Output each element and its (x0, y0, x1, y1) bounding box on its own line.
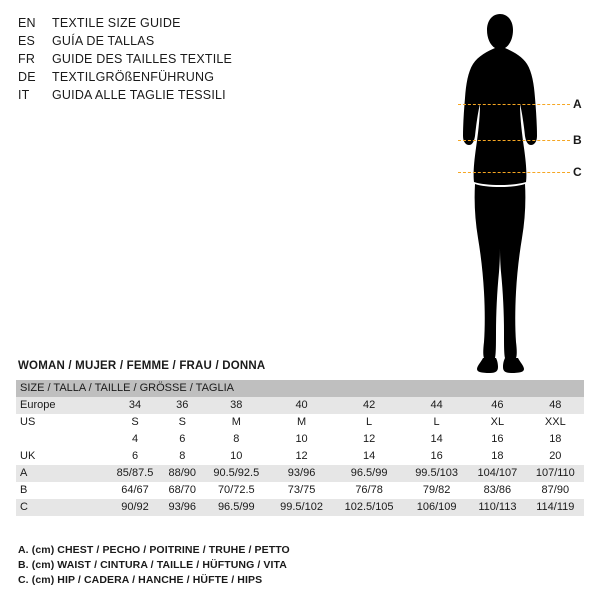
language-text: TEXTILGRÖßENFÜHRUNG (52, 70, 215, 84)
table-row (16, 431, 584, 448)
cell: 106/109 (405, 499, 468, 516)
language-code: FR (18, 52, 36, 66)
cell: 76/78 (333, 482, 405, 499)
table-row (16, 414, 584, 431)
row-label (16, 431, 108, 448)
section-title: WOMAN / MUJER / FEMME / FRAU / DONNA (18, 360, 266, 372)
cell: 46 (468, 397, 527, 414)
cell: 90.5/92.5 (203, 465, 271, 482)
cell: 16 (405, 448, 468, 465)
language-code: EN (18, 16, 36, 30)
size-table (16, 380, 584, 516)
cell: 73/75 (270, 482, 333, 499)
note-hip: C. (cm) HIP / CADERA / HANCHE / HÜFTE / HIPS (18, 574, 263, 586)
cell: 93/96 (162, 499, 203, 516)
cell: 18 (527, 431, 584, 448)
cell: L (333, 414, 405, 431)
language-row (18, 34, 318, 52)
cell: 16 (468, 431, 527, 448)
table-row (16, 499, 584, 516)
note-chest: A. (cm) CHEST / PECHO / POITRINE / TRUHE / PETTO (18, 544, 290, 556)
table-header-cell: SIZE / TALLA / TAILLE / GRÖSSE / TAGLIA (16, 380, 584, 397)
language-code: DE (18, 70, 36, 84)
cell: 14 (405, 431, 468, 448)
cell: 96.5/99 (203, 499, 271, 516)
cell: 6 (108, 448, 162, 465)
measure-label-c: C (573, 165, 582, 179)
row-label: US (16, 414, 108, 431)
measure-line-waist (458, 140, 570, 141)
cell: 110/113 (468, 499, 527, 516)
row-label: C (16, 499, 108, 516)
note-waist: B. (cm) WAIST / CINTURA / TAILLE / HÜFTUNG / VITA (18, 559, 287, 571)
cell: 88/90 (162, 465, 203, 482)
measure-label-b: B (573, 133, 582, 147)
cell: 14 (333, 448, 405, 465)
cell: 8 (162, 448, 203, 465)
language-text: GUÍA DE TALLAS (52, 34, 155, 48)
cell: 99.5/102 (270, 499, 333, 516)
cell: L (405, 414, 468, 431)
row-label: B (16, 482, 108, 499)
cell: 87/90 (527, 482, 584, 499)
cell: 12 (270, 448, 333, 465)
cell: 42 (333, 397, 405, 414)
cell: 48 (527, 397, 584, 414)
cell: 12 (333, 431, 405, 448)
cell: 64/67 (108, 482, 162, 499)
cell: 104/107 (468, 465, 527, 482)
cell: 6 (162, 431, 203, 448)
row-label: Europe (16, 397, 108, 414)
cell: 18 (468, 448, 527, 465)
cell: 70/72.5 (203, 482, 271, 499)
body-figure (410, 6, 590, 376)
cell: 10 (270, 431, 333, 448)
table-header-row (16, 380, 584, 397)
row-label: UK (16, 448, 108, 465)
table-row (16, 465, 584, 482)
cell: 10 (203, 448, 271, 465)
cell: 90/92 (108, 499, 162, 516)
cell: M (270, 414, 333, 431)
cell: 99.5/103 (405, 465, 468, 482)
female-silhouette-icon (440, 6, 560, 376)
cell: 36 (162, 397, 203, 414)
table-row (16, 482, 584, 499)
cell: 40 (270, 397, 333, 414)
cell: XL (468, 414, 527, 431)
language-text: GUIDE DES TAILLES TEXTILE (52, 52, 233, 66)
cell: 114/119 (527, 499, 584, 516)
language-code: IT (18, 88, 30, 102)
measure-line-hip (458, 172, 570, 173)
cell: 8 (203, 431, 271, 448)
cell: 44 (405, 397, 468, 414)
cell: 34 (108, 397, 162, 414)
cell: 102.5/105 (333, 499, 405, 516)
language-code: ES (18, 34, 36, 48)
cell: M (203, 414, 271, 431)
cell: 96.5/99 (333, 465, 405, 482)
cell: 20 (527, 448, 584, 465)
cell: 83/86 (468, 482, 527, 499)
cell: 68/70 (162, 482, 203, 499)
language-list (18, 16, 318, 106)
cell: 79/82 (405, 482, 468, 499)
cell: 4 (108, 431, 162, 448)
cell: S (108, 414, 162, 431)
cell: S (162, 414, 203, 431)
size-table-wrap (16, 380, 584, 516)
table-row (16, 397, 584, 414)
measure-label-a: A (573, 97, 582, 111)
language-text: GUIDA ALLE TAGLIE TESSILI (52, 88, 226, 102)
language-row (18, 70, 318, 88)
cell: 85/87.5 (108, 465, 162, 482)
row-label: A (16, 465, 108, 482)
measurement-notes (18, 543, 290, 588)
language-row (18, 16, 318, 34)
cell: XXL (527, 414, 584, 431)
language-row (18, 52, 318, 70)
cell: 107/110 (527, 465, 584, 482)
cell: 93/96 (270, 465, 333, 482)
cell: 38 (203, 397, 271, 414)
language-text: TEXTILE SIZE GUIDE (52, 16, 181, 30)
table-row (16, 448, 584, 465)
language-row (18, 88, 318, 106)
measure-line-chest (458, 104, 570, 105)
